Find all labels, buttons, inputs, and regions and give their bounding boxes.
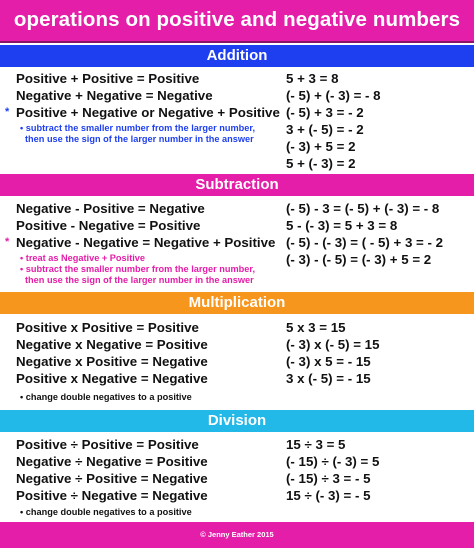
example-row: (- 3) + 5 = 2 <box>286 139 356 154</box>
example-row: (- 3) x (- 5) = 15 <box>286 337 380 352</box>
note-line <box>20 392 192 403</box>
rule-row: Positive - Negative = Positive <box>16 218 201 233</box>
rule-row: Negative ÷ Negative = Positive <box>16 454 208 469</box>
copyright-text: © Jenny Eather 2015 <box>200 530 274 539</box>
example-row: (- 3) - (- 5) = (- 3) + 5 = 2 <box>286 252 432 267</box>
bullet-icon: • <box>20 264 26 274</box>
example-row: (- 5) + (- 3) = - 8 <box>286 88 381 103</box>
footer-bar <box>0 522 474 548</box>
rule-row: Positive x Positive = Positive <box>16 320 199 335</box>
rule-row: Negative + Negative = Negative <box>16 88 213 103</box>
example-row: (- 15) ÷ (- 3) = 5 <box>286 454 380 469</box>
note-line: then use the sign of the larger number in the answer <box>25 134 254 144</box>
example-row: (- 5) - 3 = (- 5) + (- 3) = - 8 <box>286 201 440 216</box>
example-row: 5 x 3 = 15 <box>286 320 346 335</box>
bullet-icon: • <box>20 507 26 517</box>
note-text: treat as Negative + Positive <box>25 253 146 263</box>
rule-row: Negative ÷ Positive = Negative <box>16 471 208 486</box>
example-row: (- 15) ÷ 3 = - 5 <box>286 471 371 486</box>
page-title: operations on positive and negative numbers <box>13 8 461 31</box>
example-row: 3 x (- 5) = - 15 <box>286 371 371 386</box>
subtraction-header <box>0 174 474 196</box>
note-text: subtract the smaller number from the larger number, <box>25 123 256 133</box>
rule-row: Negative x Negative = Positive <box>16 337 208 352</box>
rule-row: Positive ÷ Positive = Positive <box>16 437 199 452</box>
bullet-icon: • <box>20 253 26 263</box>
example-row: 15 ÷ 3 = 5 <box>286 437 346 452</box>
note-line <box>20 123 255 134</box>
addition-note <box>20 123 255 145</box>
rule-row: Positive + Positive = Positive <box>16 71 200 86</box>
bullet-icon: • <box>20 392 26 402</box>
subtraction-note <box>20 253 255 286</box>
example-row: 15 ÷ (- 3) = - 5 <box>286 488 371 503</box>
note-line <box>20 507 192 518</box>
subtraction-heading: Subtraction <box>195 176 279 193</box>
addition-header <box>0 45 474 67</box>
note-text: change double negatives to a positive <box>25 392 192 402</box>
rule-row: Negative - Negative = Negative + Positive <box>16 235 276 250</box>
rule-row: Negative x Positive = Negative <box>16 354 208 369</box>
note-line <box>20 253 255 264</box>
note-line: then use the sign of the larger number in the answer <box>25 275 254 285</box>
example-row: 5 + 3 = 8 <box>286 71 339 86</box>
rule-row: Positive x Negative = Negative <box>16 371 208 386</box>
division-note <box>20 507 192 518</box>
division-header <box>0 410 474 432</box>
example-row: 5 + (- 3) = 2 <box>286 156 356 171</box>
multiplication-heading: Multiplication <box>188 294 286 311</box>
example-row: (- 5) + 3 = - 2 <box>286 105 364 120</box>
example-row: (- 3) x 5 = - 15 <box>286 354 371 369</box>
note-text: change double negatives to a positive <box>25 507 192 517</box>
note-text: subtract the smaller number from the larger number, <box>25 264 256 274</box>
rule-row: Positive ÷ Negative = Negative <box>16 488 208 503</box>
asterisk-icon: * <box>5 236 10 248</box>
division-heading: Division <box>207 412 267 429</box>
example-row: 5 - (- 3) = 5 + 3 = 8 <box>286 218 398 233</box>
title-bar <box>0 0 474 43</box>
multiplication-header <box>0 292 474 314</box>
example-row: 3 + (- 5) = - 2 <box>286 122 364 137</box>
multiplication-note <box>20 392 192 403</box>
note-line <box>20 264 255 275</box>
bullet-icon: • <box>20 123 26 133</box>
rule-row: Positive + Negative or Negative + Positive <box>16 105 280 120</box>
addition-heading: Addition <box>206 47 268 64</box>
rule-row: Negative - Positive = Negative <box>16 201 205 216</box>
asterisk-icon: * <box>5 106 10 118</box>
example-row: (- 5) - (- 3) = ( - 5) + 3 = - 2 <box>286 235 444 250</box>
